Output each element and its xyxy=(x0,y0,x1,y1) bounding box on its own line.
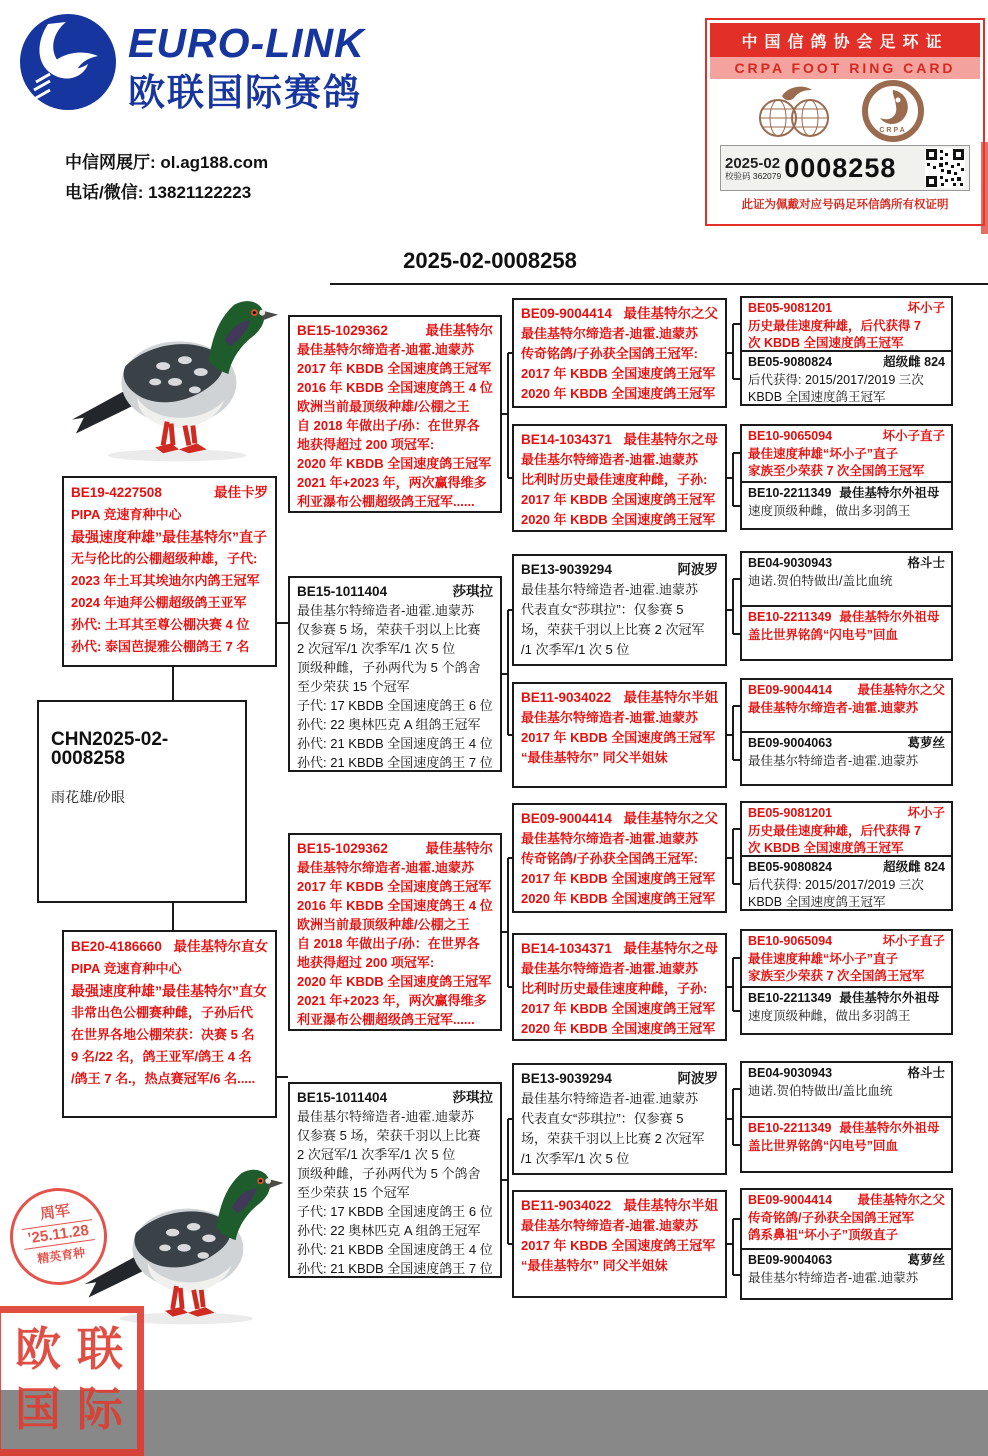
text-line: 欧洲当前最顶级种雄/公棚之王 xyxy=(297,399,470,414)
pedigree-box-be10-2211349-black xyxy=(742,483,951,522)
ring-number: BE04-9030943 xyxy=(748,556,833,570)
text-line: 2020 年 KBDB 全国速度鸽王冠军 xyxy=(521,512,716,527)
ring-card-title-en: CRPA FOOT RING CARD xyxy=(710,57,980,79)
pedigree-box-be10-9065094 xyxy=(742,931,951,988)
stamp-name: 周军 xyxy=(39,1202,72,1224)
ring-number: BE09-9004414 xyxy=(748,1193,833,1207)
crpa-logo-icon xyxy=(862,80,924,142)
pedigree-box-ggdam2-upper xyxy=(512,682,727,788)
text-line: 传奇铭鸽/子孙获全国鸽王冠军: xyxy=(521,346,698,361)
alias: 最佳基特尔外祖母 xyxy=(839,1121,940,1135)
pedigree-box-ggdam1-lower xyxy=(512,933,727,1041)
text-line: 最佳基尔特缔造者-迪霍.迪蒙苏 xyxy=(521,452,698,467)
alias: 最佳基特尔外祖母 xyxy=(839,991,940,1005)
text-line: 2017 年 KBDB 全国速度鸽王冠军 xyxy=(521,1001,716,1016)
text-line: 最佳基特尔缔造者-迪霍.迪蒙苏 xyxy=(297,860,474,875)
text-line: 2017 年 KBDB 全国速度鸽王冠军 xyxy=(521,492,716,507)
pedigree-group-d-upper xyxy=(740,678,953,786)
text-line: 最佳基尔特缔造者-迪霍.迪蒙苏 xyxy=(521,961,698,976)
ring-number: BE15-1029362 xyxy=(297,841,388,856)
text-line: 欧洲当前最顶级种雄/公棚之王 xyxy=(297,917,470,932)
text-line: 最佳基尔特缔造者-迪霍.迪蒙苏 xyxy=(748,1270,919,1285)
ring-number: BE11-9034022 xyxy=(521,1198,612,1213)
svg-text:CRPA: CRPA xyxy=(879,127,907,134)
text-line: 至少荣获 15 个冠军 xyxy=(297,1185,410,1200)
ring-number: BE05-9081201 xyxy=(748,806,833,820)
ring-check-code: 校验码 362079 xyxy=(725,170,782,181)
alias: 最佳基特尔之父 xyxy=(857,683,945,697)
text-line: 2020 年 KBDB 全国速度鸽王冠军 xyxy=(521,386,716,401)
ring-card-title-cn: 中国信鸽协会足环证 xyxy=(710,23,980,57)
pedigree-box-be10-2211349-black xyxy=(742,988,951,1027)
text-line: 2020 年 KBDB 全国速度鸽王冠军 xyxy=(297,456,492,471)
text-line: 2020 年 KBDB 全国速度鸽王冠军 xyxy=(521,891,716,906)
ring-number: BE04-9030943 xyxy=(748,1066,833,1080)
ring-card-footer: 此证为佩戴对应号码足环信鸽所有权证明 xyxy=(741,199,949,211)
text-line: 代表直女“莎琪拉”：仅参赛 5 xyxy=(521,602,684,617)
text-line: /1 次季军/1 次 5 位 xyxy=(521,1151,630,1166)
text-line: “最佳基特尔” 同父半姐妹 xyxy=(521,1258,668,1273)
text-line: 2020 年 KBDB 全国速度鸽王冠军 xyxy=(521,1021,716,1036)
alias: 坏小子直子 xyxy=(882,429,945,443)
text-line: 无与伦比的公棚超级种雄，子代: xyxy=(71,551,258,566)
text-line: 2017 年 KBDB 全国速度鸽王冠军 xyxy=(297,879,492,894)
text-line: 场，荣获千羽以上比赛 2 次冠军 xyxy=(521,1131,705,1146)
text-line: 最佳基特尔缔造者-迪霍.迪蒙苏 xyxy=(521,326,698,341)
text-line: 孙代: 21 KBDB 全国速度鸽王 7 位 xyxy=(297,755,493,770)
ring-number: BE19-4227508 xyxy=(71,485,162,500)
text-line: 最佳基尔特缔造者-迪霍.迪蒙苏 xyxy=(521,710,698,725)
text-line: 2020 年 KBDB 全国速度鸽王冠军 xyxy=(297,974,492,989)
ring-number: BE09-9004414 xyxy=(748,683,833,697)
text-line: 比利时历史最佳速度种雌，子孙: xyxy=(521,981,708,996)
text-line: 地获得超过 200 项冠军: xyxy=(297,437,435,452)
text-line: 鸽系鼻祖“坏小子”顶级直子 xyxy=(748,1228,899,1242)
pedigree-box-ggsire1-upper xyxy=(512,298,727,408)
alias: 格斗士 xyxy=(907,1066,945,1080)
ring-number: BE09-9004414 xyxy=(521,306,612,321)
pedigree-group-a-lower xyxy=(740,801,953,911)
text-line: 自 2018 年做出子/孙：在世界各 xyxy=(297,936,480,951)
text-line: 迪诺.贺伯特做出/盖比血统 xyxy=(748,1083,893,1098)
contact-phone: 电话/微信: 13821122223 xyxy=(65,183,252,202)
subject-ring-number: CHN2025-02-0008258 xyxy=(51,729,169,769)
pedigree-box-be10-9065094 xyxy=(742,426,951,483)
ring-number: BE05-9081201 xyxy=(748,301,833,315)
text-line: 至少荣获 15 个冠军 xyxy=(297,679,410,694)
text-line: 最佳速度种雄“坏小子”直子 xyxy=(748,446,899,461)
text-line: 历史最佳速度种雄，后代获得 7 xyxy=(748,318,921,333)
page-title: 2025-02-0008258 xyxy=(403,248,577,273)
pedigree-box-be09-9004414 xyxy=(742,680,951,733)
text-line: 孙代: 22 奥林匹克 A 组鸽王冠军 xyxy=(297,1223,481,1238)
fci-logo-icon xyxy=(752,82,836,142)
text-line: 子代: 17 KBDB 全国速度鸽王 6 位 xyxy=(297,698,493,713)
text-line: /鸽王 7 名.，热点赛冠军/6 名..... xyxy=(71,1071,256,1086)
alias: 最佳卡罗 xyxy=(214,485,268,500)
text-line: 迪诺.贺伯特做出/盖比血统 xyxy=(748,573,893,588)
alias: 最佳基特尔外祖母 xyxy=(839,610,940,624)
alias: 葛萝丝 xyxy=(907,736,945,750)
text-line: 2017 年 KBDB 全国速度鸽王冠军 xyxy=(297,361,492,376)
brand-name-chinese: 欧联国际赛鸽 xyxy=(128,72,362,113)
text-line: 利亚瀑布公棚超级鸽王冠军...... xyxy=(297,1012,475,1027)
ring-year: 2025-02 xyxy=(725,154,781,172)
pedigree-box-ggdam2-lower xyxy=(512,1190,727,1298)
ring-number: BE05-9080824 xyxy=(748,355,833,369)
ring-number: BE09-9004414 xyxy=(521,811,612,826)
ring-number: BE14-1034371 xyxy=(521,941,612,956)
pedigree-group-b-upper xyxy=(740,424,953,530)
ring-number: BE15-1011404 xyxy=(297,584,388,599)
brand-name-english: EURO-LINK xyxy=(128,20,365,66)
text-line: 2021 年+2023 年，两次赢得维多 xyxy=(297,993,487,1008)
text-line: 2 次冠军/1 次季军/1 次 5 位 xyxy=(297,1147,456,1162)
text-line: 家族至少荣获 7 次全国鸽王冠军 xyxy=(748,464,925,478)
text-line: 孙代: 21 KBDB 全国速度鸽王 4 位 xyxy=(297,1242,493,1257)
alias: 最佳基特尔之母 xyxy=(623,432,718,447)
pedigree-box-ggsire1-lower xyxy=(512,803,727,913)
text-line: 2017 年 KBDB 全国速度鸽王冠军 xyxy=(521,1238,716,1253)
text-line: 孙代: 土耳其至尊公棚决赛 4 位 xyxy=(71,617,250,632)
alias: 坏小子直子 xyxy=(882,934,945,948)
text-line: 后代获得: 2015/2017/2019 三次 xyxy=(748,372,924,387)
text-line: 速度顶级种雌，做出多羽鸽王 xyxy=(748,1008,911,1023)
text-line: 最佳基尔特缔造者-迪霍.迪蒙苏 xyxy=(521,1091,698,1106)
text-line: 最佳基特尔缔造者-迪霍.迪蒙苏 xyxy=(748,700,919,715)
text-line: 最佳基特尔缔造者-迪霍.迪蒙苏 xyxy=(521,831,698,846)
ring-number: BE10-2211349 xyxy=(748,486,832,500)
euro-link-logo-icon xyxy=(18,12,118,112)
pedigree-box-grandsire-lower xyxy=(288,833,502,1031)
alias: 最佳基特尔之父 xyxy=(857,1193,945,1207)
stamp-date: ’25.11.28 xyxy=(22,1219,95,1250)
edge-seal-fragment xyxy=(981,142,988,234)
ring-number: BE15-1011404 xyxy=(297,1090,388,1105)
contact-website: 中信网展厅: ol.ag188.com xyxy=(65,153,269,172)
alias: 最佳基特尔 xyxy=(425,323,493,338)
pedigree-box-subject xyxy=(37,700,247,903)
ring-number: BE20-4186660 xyxy=(71,939,162,954)
text-line: 最佳速度种雄“坏小子”直子 xyxy=(748,951,899,966)
ring-number-label xyxy=(720,145,970,191)
pedigree-box-ggdam1-upper xyxy=(512,424,727,532)
ring-number: BE11-9034022 xyxy=(521,690,612,705)
pedigree-box-ggsire2-lower xyxy=(512,1063,727,1175)
alias: 格斗士 xyxy=(907,556,945,570)
text-line: 比利时历史最佳速度种雌，子孙: xyxy=(521,472,708,487)
text-line: 2024 年迪拜公棚超级鸽王亚军 xyxy=(71,595,247,610)
seal-character: 际 xyxy=(77,1383,123,1435)
pedigree-box-granddam-lower xyxy=(288,1082,502,1278)
text-line: 盖比世界铭鸽“闪电号”回血 xyxy=(748,627,899,642)
text-line: /1 次季军/1 次 5 位 xyxy=(521,642,630,657)
text-line: 2016 年 KBDB 全国速度鸽王 4 位 xyxy=(297,898,493,913)
text-line: 自 2018 年做出子/孙：在世界各 xyxy=(297,418,480,433)
text-line: 孙代: 22 奥林匹克 A 组鸽王冠军 xyxy=(297,717,481,732)
text-line: 2016 年 KBDB 全国速度鸽王 4 位 xyxy=(297,380,493,395)
text-line: 2017 年 KBDB 全国速度鸽王冠军 xyxy=(521,871,716,886)
pedigree-box-mother xyxy=(62,930,277,1118)
text-line: 顶级种雌，子孙两代为 5 个鸽舍 xyxy=(297,1166,481,1181)
alias: 最佳基特尔直女 xyxy=(173,939,268,954)
text-line: 9 名/22 名，鸽王亚军/鸽王 4 名 xyxy=(71,1049,252,1064)
pedigree-group-d-lower xyxy=(740,1188,953,1300)
text-line: 代表直女“莎琪拉”：仅参赛 5 xyxy=(521,1111,684,1126)
pedigree-group-c-lower xyxy=(740,1061,953,1173)
text-line: 2017 年 KBDB 全国速度鸽王冠军 xyxy=(521,730,716,745)
text-line: 非常出色公棚赛种雌，子孙后代 xyxy=(71,1005,254,1020)
text-line: 利亚瀑布公棚超级鸽王冠军...... xyxy=(297,494,475,509)
alias: 阿波罗 xyxy=(677,1071,718,1086)
ring-number: BE10-2211349 xyxy=(748,991,832,1005)
alias: 最佳基特尔之父 xyxy=(623,306,718,321)
pedigree-box-be05-9080824 xyxy=(742,352,951,409)
pedigree-box-be05-9081201 xyxy=(742,298,951,352)
ring-number: BE10-2211349 xyxy=(748,610,832,624)
text-line: “最佳基特尔” 同父半姐妹 xyxy=(521,750,668,765)
text-line: 最佳基特尔缔造者-迪霍.迪蒙苏 xyxy=(297,342,474,357)
pedigree-group-b-lower xyxy=(740,929,953,1035)
text-line: 仅参赛 5 场，荣获千羽以上比赛 xyxy=(297,1128,481,1143)
alias: 葛萝丝 xyxy=(907,1253,945,1267)
alias: 最佳基特尔外祖母 xyxy=(839,486,940,500)
text-line: 2 次冠军/1 次季军/1 次 5 位 xyxy=(297,641,456,656)
alias: 超级雌 824 xyxy=(883,860,945,874)
text-line: 最强速度种雄”最佳基特尔”直子 xyxy=(71,529,267,545)
square-company-seal xyxy=(0,1306,144,1456)
alias: 坏小子 xyxy=(907,806,945,820)
text-line: 速度顶级种雌，做出多羽鸽王 xyxy=(748,503,911,518)
crpa-foot-ring-card xyxy=(705,18,985,226)
text-line: 孙代: 21 KBDB 全国速度鸽王 7 位 xyxy=(297,1261,493,1276)
alias: 最佳基特尔 xyxy=(425,841,493,856)
pedigree-box-father xyxy=(62,476,277,667)
text-line: 2017 年 KBDB 全国速度鸽王冠军 xyxy=(521,366,716,381)
pigeon-photo-top xyxy=(68,288,286,468)
ring-number: BE09-9004063 xyxy=(748,1253,833,1267)
stamp-slogan: 精英育种 xyxy=(36,1245,86,1267)
ring-number: BE10-9065094 xyxy=(748,934,833,948)
ring-number: BE10-9065094 xyxy=(748,429,833,443)
alias: 莎琪拉 xyxy=(452,584,493,599)
alias: 最佳基特尔之母 xyxy=(623,941,718,956)
alias: 最佳基特尔之父 xyxy=(623,811,718,826)
text-line: KBDB 全国速度鸽王冠军 xyxy=(748,895,886,909)
text-line: 子代: 17 KBDB 全国速度鸽王 6 位 xyxy=(297,1204,493,1219)
pedigree-box-ggsire2-upper xyxy=(512,554,727,666)
ring-number: BE10-2211349 xyxy=(748,1121,832,1135)
ring-number: 0008258 xyxy=(784,152,897,183)
text-line: 场，荣获千羽以上比赛 2 次冠军 xyxy=(521,622,705,637)
alias: 坏小子 xyxy=(907,301,945,315)
pedigree-box-be10-2211349-red xyxy=(742,1118,951,1157)
alias: 最佳基特尔半姐 xyxy=(623,690,718,705)
text-line: 最佳基尔特缔造者-迪霍.迪蒙苏 xyxy=(748,753,919,768)
seal-character: 欧 xyxy=(15,1323,61,1375)
seal-character: 联 xyxy=(77,1323,123,1375)
text-line: PIPA 竞速育种中心 xyxy=(71,961,182,976)
text-line: 盖比世界铭鸽“闪电号”回血 xyxy=(748,1138,899,1153)
ring-number: BE13-9039294 xyxy=(521,562,612,577)
alias: 莎琪拉 xyxy=(452,1090,493,1105)
pedigree-box-be09-9004063 xyxy=(742,1250,951,1289)
alias: 超级雌 824 xyxy=(883,355,945,369)
text-line: PIPA 竞速育种中心 xyxy=(71,507,182,522)
ring-number: BE05-9080824 xyxy=(748,860,833,874)
pedigree-box-be09-9004063 xyxy=(742,733,951,772)
text-line: 家族至少荣获 7 次全国鸽王冠军 xyxy=(748,969,925,983)
text-line: 传奇铭鸽/子孙获全国鸽王冠军: xyxy=(521,851,698,866)
alias: 最佳基特尔半姐 xyxy=(623,1198,718,1213)
text-line: 最佳基尔特缔造者-迪霍.迪蒙苏 xyxy=(297,1109,474,1124)
text-line: 仅参赛 5 场，荣获千羽以上比赛 xyxy=(297,622,481,637)
text-line: 历史最佳速度种雄，后代获得 7 xyxy=(748,823,921,838)
ring-number: BE09-9004063 xyxy=(748,736,833,750)
pedigree-box-be04-9030943 xyxy=(742,1063,951,1118)
text-line: KBDB 全国速度鸽王冠军 xyxy=(748,390,886,404)
text-line: 在世界各地公棚荣获：决赛 5 名 xyxy=(71,1027,255,1042)
ring-number: BE13-9039294 xyxy=(521,1071,612,1086)
ring-number: BE15-1029362 xyxy=(297,323,388,338)
pedigree-box-granddam-upper xyxy=(288,576,502,772)
text-line: 地获得超过 200 项冠军: xyxy=(297,955,435,970)
pedigree-group-c-upper xyxy=(740,551,953,661)
ring-number: BE14-1034371 xyxy=(521,432,612,447)
seal-character: 国 xyxy=(15,1383,61,1435)
text-line: 后代获得: 2015/2017/2019 三次 xyxy=(748,877,924,892)
subject-info: 雨花雄/砂眼 xyxy=(51,789,125,805)
pedigree-group-a-upper xyxy=(740,296,953,406)
pedigree-box-be04-9030943 xyxy=(742,553,951,607)
text-line: 最佳基尔特缔造者-迪霍.迪蒙苏 xyxy=(521,1218,698,1233)
text-line: 2021 年+2023 年，两次赢得维多 xyxy=(297,475,487,490)
text-line: 孙代: 21 KBDB 全国速度鸽王 4 位 xyxy=(297,736,493,751)
qr-code-icon xyxy=(925,148,965,188)
pedigree-box-be05-9080824 xyxy=(742,857,951,914)
text-line: 最佳基尔特缔造者-迪霍.迪蒙苏 xyxy=(297,603,474,618)
pedigree-box-be05-9081201 xyxy=(742,803,951,857)
text-line: 最佳基尔特缔造者-迪霍.迪蒙苏 xyxy=(521,582,698,597)
text-line: 传奇铭鸽/子孙获全国鸽王冠军 xyxy=(748,1210,914,1225)
text-line: 次 KBDB 全国速度鸽王冠军 xyxy=(748,336,904,350)
text-line: 最强速度种雄”最佳基特尔”直女 xyxy=(71,983,267,999)
text-line: 顶级种雌，子孙两代为 5 个鸽舍 xyxy=(297,660,481,675)
pedigree-box-be10-2211349-red xyxy=(742,607,951,646)
text-line: 孙代: 泰国芭提雅公棚鸽王 7 名 xyxy=(71,639,250,654)
alias: 阿波罗 xyxy=(677,562,718,577)
text-line: 2023 年土耳其埃迪尔内鸽王冠军 xyxy=(71,573,260,588)
text-line: 次 KBDB 全国速度鸽王冠军 xyxy=(748,841,904,855)
pedigree-box-be09-9004414 xyxy=(742,1190,951,1250)
pedigree-box-grandsire-upper xyxy=(288,315,502,513)
